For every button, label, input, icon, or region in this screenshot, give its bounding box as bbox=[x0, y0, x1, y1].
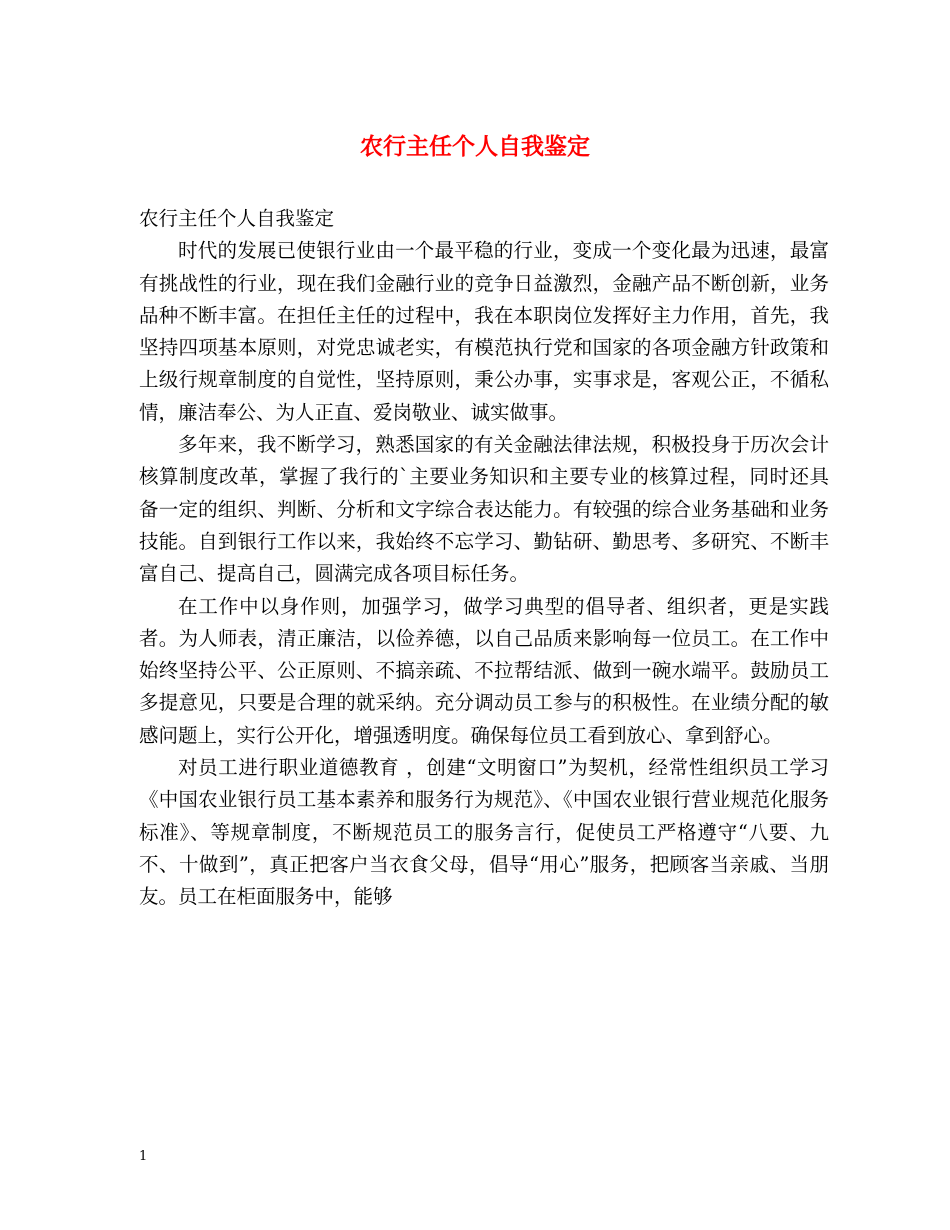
document-subtitle: 农行主任个人自我鉴定 bbox=[139, 207, 335, 230]
paragraph-4: 对员工进行职业道德教育 ，创建“文明窗口”为契机，经常性组织员工学习《中国农业银行员工基本素养和服务行为规范》、《中国农业银行营业规范化服务标准》、等规章制度，不断规范员工的服务言行，促使员工严格遵守“八要、九不、十做到”，真正把客户当衣食父母，倡导“用心”服务，把顾客当亲戚、当朋友。员工在柜面服务中，能够 bbox=[139, 756, 829, 909]
paragraph-2: 多年来，我不断学习，熟悉国家的有关金融法律法规，积极投身于历次会计核算制度改革，掌握了我行的`主要业务知识和主要专业的核算过程，同时还具备一定的组织、判断、分析和文字综合表达能力。有较强的综合业务基础和业务技能。自到银行工作以来，我始终不忘学习、勤钻研、勤思考、多研究、不断丰富自己、提高自己，圆满完成各项目标任务。 bbox=[139, 433, 829, 586]
paragraph-1: 时代的发展已使银行业由一个最平稳的行业，变成一个变化最为迅速，最富有挑战性的行业，现在我们金融行业的竞争日益激烈，金融产品不断创新，业务品种不断丰富。在担任主任的过程中，我在本职岗位发挥好主力作用，首先，我坚持四项基本原则，对党忠诚老实，有模范执行党和国家的各项金融方针政策和上级行规章制度的自觉性，坚持原则，秉公办事，实事求是，客观公正，不循私情，廉洁奉公、为人正直、爱岗敬业、诚实做事。 bbox=[139, 239, 829, 424]
page-number: 1 bbox=[139, 1149, 148, 1164]
paragraph-3: 在工作中以身作则，加强学习，做学习典型的倡导者、组织者，更是实践者。为人师表，清正廉洁，以俭养德，以自己品质来影响每一位员工。在工作中始终坚持公平、公正原则、不搞亲疏、不拉帮结派、做到一碗水端平。鼓励员工多提意见，只要是合理的就采纳。充分调动员工参与的积极性。在业绩分配的敏感问题上，实行公开化，增强透明度。确保每位员工看到放心、拿到舒心。 bbox=[139, 594, 829, 747]
document-body bbox=[139, 203, 829, 914]
document-title: 农行主任个人自我鉴定 bbox=[360, 133, 590, 160]
